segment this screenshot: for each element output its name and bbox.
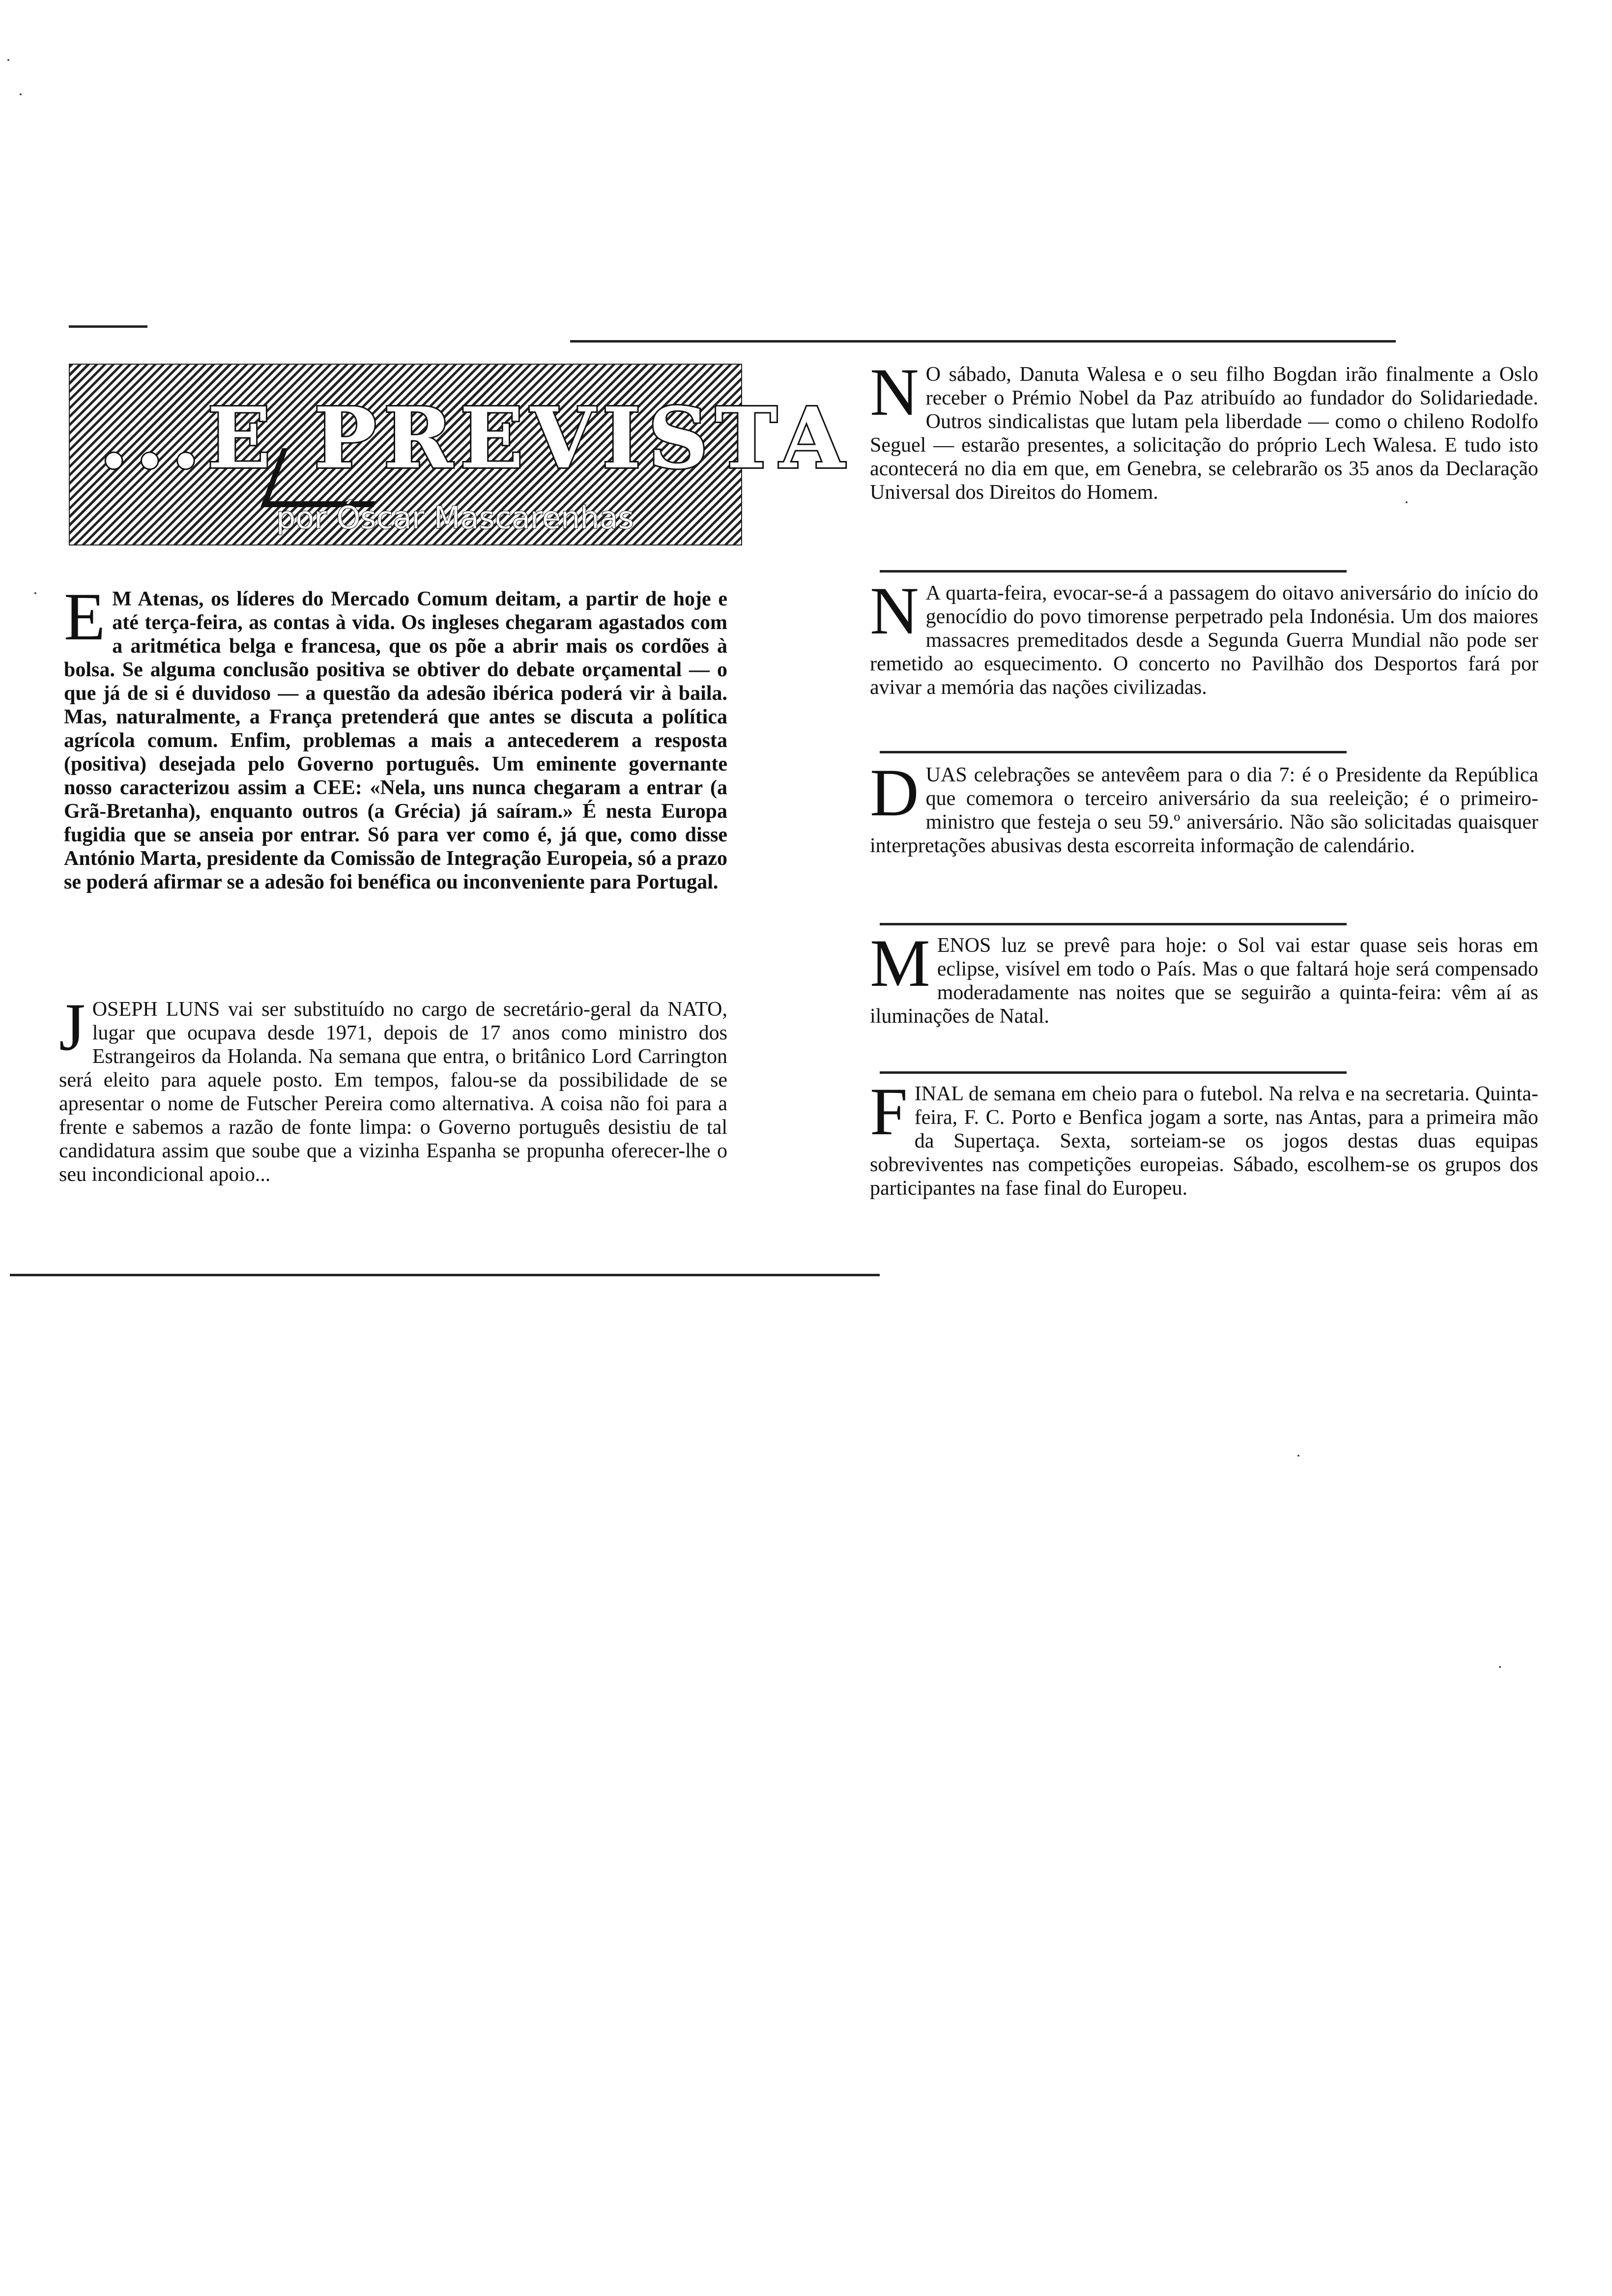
masthead-byline: por Óscar Mascarenhas [276, 500, 634, 536]
masthead-title: ...E PREVISTA [99, 389, 852, 488]
article-text: O sábado, Danuta Walesa e o seu filho Bogdan irão finalmente a Oslo receber o Prémio Nobel da Paz atribuído ao fundador do Solidariedade. Outros sindicalistas que lutam pela liberdade — como o chileno Rodolfo Seguel — estarão presentes, a solicitação do próprio Lech Walesa. E tudo isto acontecerá no dia em que, em Genebra, se celebrarão os 35 anos da Declaração Universal dos Direitos do Homem. [870, 363, 1538, 504]
article-text: A quarta-feira, evocar-se-á a passagem do oitavo aniversário do início do genocídio do povo timorense perpetrado pela Indonésia. Um dos maiores massacres premeditados desde a Segunda Guerra Mundial não pode ser remetido ao esquecimento. O concerto no Pavilhão dos Desportos fará por avivar a memória das nações civilizadas. [870, 582, 1538, 699]
item-separator [880, 570, 1347, 573]
item-separator [880, 751, 1347, 753]
drop-cap: N [870, 354, 919, 430]
article-joseph-luns [59, 989, 727, 1186]
article-text: OSEPH LUNS vai ser substituído no cargo de secretário-geral da NATO, lugar que ocupava desde 1971, depois de 17 anos como ministro dos Estrangeiros da Holanda. Na semana que entra, o britânico Lord Carrington será eleito para aquele posto. Em tempos, falou-se da possibilidade de se apresentar o nome de Futscher Pereira como alternativa. A coisa não foi para a frente e sabemos a razão de fonte limpa: o Governo português desistiu de tal candidatura assim que soube que a vizinha Espanha se propunha oferecer-lhe o seu incondicional apoio... [59, 998, 727, 1186]
drop-cap: E [64, 579, 106, 654]
article-walesa [870, 354, 1538, 504]
top-rule-right [570, 340, 1396, 343]
scan-speck [7, 59, 9, 61]
drop-cap: N [870, 573, 919, 648]
drop-cap: M [870, 925, 930, 1001]
drop-cap: F [870, 1074, 908, 1149]
bottom-rule [10, 1274, 880, 1276]
scan-speck [1406, 501, 1408, 503]
article-atenas [64, 579, 727, 894]
article-text: UAS celebrações se antevêem para o dia 7: é o Presidente da República que comemora o terceiro aniversário da sua reeleição; é o primeiro-ministro que festeja o seu 59.º aniversário. Não são solicitadas quaisquer interpretações abusivas desta escorreita informação de calendário. [870, 764, 1538, 857]
item-separator [880, 923, 1347, 925]
drop-cap: D [870, 755, 919, 830]
drop-cap: J [59, 989, 86, 1064]
signature-flourish-icon [260, 448, 395, 507]
scan-speck [34, 592, 36, 594]
scan-speck [1499, 1666, 1501, 1668]
column-masthead [69, 364, 852, 545]
article-celebracoes [870, 755, 1538, 858]
scan-speck [1297, 1455, 1299, 1457]
article-timor [870, 573, 1538, 699]
item-separator [880, 1071, 1347, 1074]
scan-speck [20, 93, 22, 95]
top-rule-left [69, 325, 147, 328]
article-text: ENOS luz se prevê para hoje: o Sol vai estar quase seis horas em eclipse, visível em todo o País. Mas o que faltará hoje será compensado moderadamente nas noites que se seguirão a quinta-feira: vêm aí as iluminações de Natal. [870, 934, 1538, 1028]
article-text: M Atenas, os líderes do Mercado Comum deitam, a partir de hoje e até terça-feira, as contas à vida. Os ingleses chegaram agastados com a aritmética belga e francesa, que os põe a abrir mais os cordões à bolsa. Se alguma conclusão positiva se obtiver do debate orçamental — o que já de si é duvidoso — a questão da adesão ibérica poderá vir à baila. Mas, naturalmente, a França pretenderá que antes se discuta a política agrícola comum. Enfim, problemas a mais a antecederem a resposta (positiva) desejada pelo Governo português. Um eminente governante nosso caracterizou assim a CEE: «Nela, uns nunca chegaram a entrar (a Grã-Bretanha), enquanto outros (a Grécia) já saíram.» É nesta Europa fugidia que se anseia por entrar. Só para ver como é, já que, como disse António Marta, presidente da Comissão de Integração Europeia, só a prazo se poderá afirmar se a adesão foi benéfica ou inconveniente para Portugal. [64, 588, 727, 893]
article-eclipse [870, 925, 1538, 1028]
article-text: INAL de semana em cheio para o futebol. Na relva e na secretaria. Quinta-feira, F. C. Porto e Benfica jogam a sorte, nas Antas, para a primeira mão da Supertaça. Sexta, sorteiam-se os jogos destas duas equipas sobreviventes nas competições europeias. Sábado, escolhem-se os grupos dos participantes na fase final do Europeu. [870, 1083, 1538, 1200]
article-futebol [870, 1074, 1538, 1200]
